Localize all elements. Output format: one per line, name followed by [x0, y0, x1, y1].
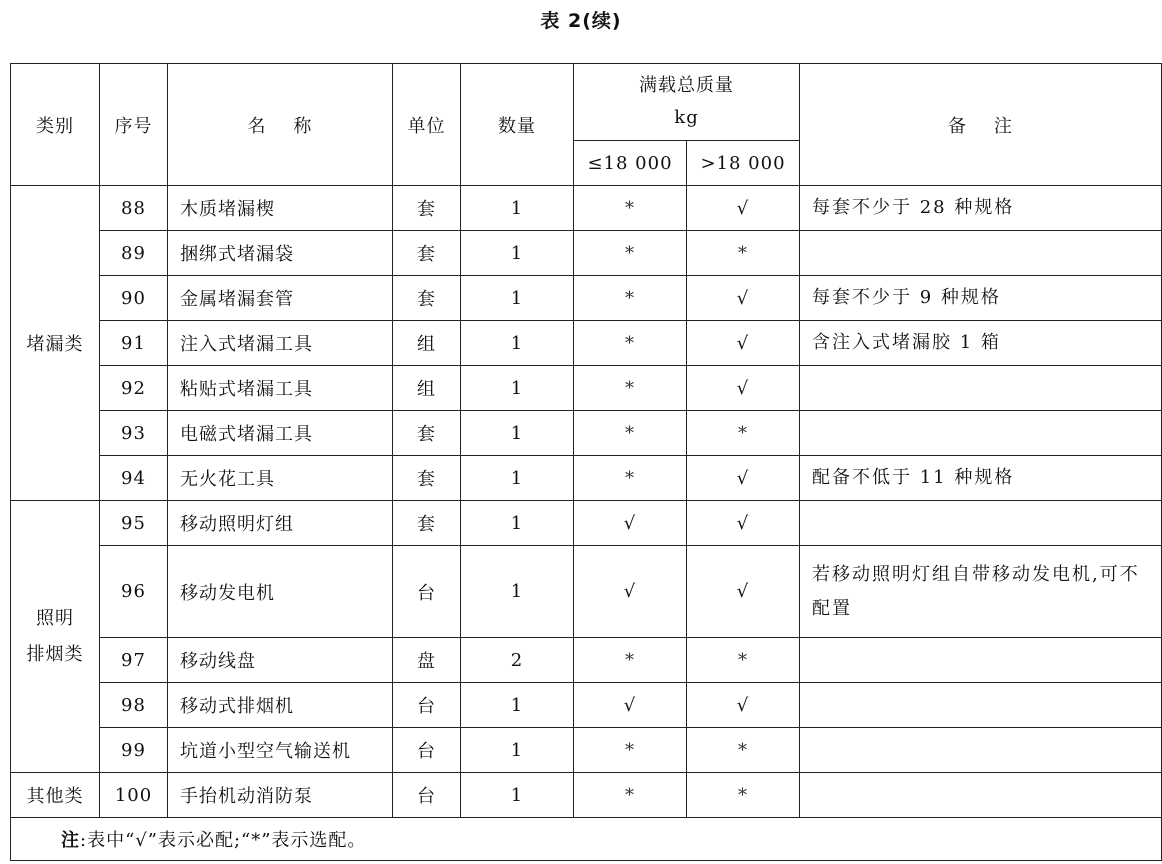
gt-cell: √: [687, 546, 800, 638]
qty-cell: 1: [461, 501, 574, 546]
unit-cell: 台: [393, 546, 461, 638]
le-cell: *: [574, 638, 687, 683]
qty-cell: 1: [461, 456, 574, 501]
gt-cell: *: [687, 773, 800, 818]
header-mass: [574, 64, 800, 141]
unit-cell: 组: [393, 321, 461, 366]
seq-cell: 92: [100, 366, 168, 411]
unit-cell: 台: [393, 773, 461, 818]
header-mass-title: 满载总质量: [639, 75, 734, 96]
remark-cell: [800, 411, 1162, 456]
remark-cell: [800, 728, 1162, 773]
name-cell: 电磁式堵漏工具: [168, 411, 393, 456]
note-row: [11, 818, 1162, 861]
seq-cell: 95: [100, 501, 168, 546]
note-text: :表中“√”表示必配;“*”表示选配。: [80, 830, 367, 851]
qty-cell: 1: [461, 728, 574, 773]
le-cell: *: [574, 728, 687, 773]
gt-cell: √: [687, 683, 800, 728]
unit-cell: 套: [393, 411, 461, 456]
unit-cell: 盘: [393, 638, 461, 683]
table-row: [11, 366, 1162, 411]
le-cell: *: [574, 411, 687, 456]
le-cell: *: [574, 366, 687, 411]
gt-cell: *: [687, 638, 800, 683]
header-mass-unit: kg: [674, 107, 699, 128]
table-row: [11, 321, 1162, 366]
qty-cell: 1: [461, 366, 574, 411]
name-cell: 木质堵漏楔: [168, 186, 393, 231]
remark-cell: 配备不低于 11 种规格: [800, 456, 1162, 501]
category-cell: 堵漏类: [11, 186, 100, 501]
qty-cell: 1: [461, 773, 574, 818]
name-cell: 移动式排烟机: [168, 683, 393, 728]
header-qty: 数量: [461, 64, 574, 186]
table-row: [11, 683, 1162, 728]
gt-cell: *: [687, 411, 800, 456]
name-cell: 捆绑式堵漏袋: [168, 231, 393, 276]
gt-cell: √: [687, 456, 800, 501]
qty-cell: 1: [461, 411, 574, 456]
table-row: [11, 501, 1162, 546]
remark-cell: [800, 638, 1162, 683]
unit-cell: 套: [393, 456, 461, 501]
name-cell: 移动发电机: [168, 546, 393, 638]
seq-cell: 97: [100, 638, 168, 683]
header-row-1: [11, 64, 1162, 141]
table-caption: 表 2(续): [540, 10, 622, 32]
note-label: 注: [61, 830, 80, 851]
unit-cell: 套: [393, 231, 461, 276]
category-cell: 照明 排烟类: [11, 501, 100, 773]
remark-cell: 每套不少于 28 种规格: [800, 186, 1162, 231]
remark-cell: 若移动照明灯组自带移动发电机,可不配置: [800, 546, 1162, 638]
qty-cell: 1: [461, 546, 574, 638]
qty-cell: 1: [461, 186, 574, 231]
seq-cell: 98: [100, 683, 168, 728]
category-cell: 其他类: [11, 773, 100, 818]
seq-cell: 96: [100, 546, 168, 638]
name-cell: 粘贴式堵漏工具: [168, 366, 393, 411]
remark-cell: [800, 683, 1162, 728]
le-cell: *: [574, 276, 687, 321]
table-row: [11, 773, 1162, 818]
table-row: [11, 276, 1162, 321]
le-cell: *: [574, 186, 687, 231]
unit-cell: 套: [393, 501, 461, 546]
gt-cell: √: [687, 366, 800, 411]
le-cell: √: [574, 501, 687, 546]
table-row: [11, 231, 1162, 276]
seq-cell: 90: [100, 276, 168, 321]
le-cell: *: [574, 773, 687, 818]
header-category: 类别: [11, 64, 100, 186]
seq-cell: 100: [100, 773, 168, 818]
seq-cell: 93: [100, 411, 168, 456]
name-cell: 注入式堵漏工具: [168, 321, 393, 366]
header-name: 名 称: [168, 64, 393, 186]
le-cell: *: [574, 231, 687, 276]
name-cell: 手抬机动消防泵: [168, 773, 393, 818]
table-row: [11, 546, 1162, 638]
qty-cell: 1: [461, 683, 574, 728]
qty-cell: 1: [461, 321, 574, 366]
table-note: [11, 818, 1162, 861]
qty-cell: 2: [461, 638, 574, 683]
header-remark: 备 注: [800, 64, 1162, 186]
unit-cell: 组: [393, 366, 461, 411]
header-mass-gt: >18 000: [687, 141, 800, 186]
name-cell: 坑道小型空气输送机: [168, 728, 393, 773]
gt-cell: √: [687, 276, 800, 321]
unit-cell: 台: [393, 683, 461, 728]
unit-cell: 套: [393, 186, 461, 231]
seq-cell: 88: [100, 186, 168, 231]
seq-cell: 89: [100, 231, 168, 276]
qty-cell: 1: [461, 231, 574, 276]
name-cell: 金属堵漏套管: [168, 276, 393, 321]
le-cell: √: [574, 546, 687, 638]
le-cell: *: [574, 456, 687, 501]
le-cell: *: [574, 321, 687, 366]
remark-cell: [800, 366, 1162, 411]
remark-cell: [800, 231, 1162, 276]
gt-cell: *: [687, 231, 800, 276]
table-row: [11, 728, 1162, 773]
remark-cell: [800, 501, 1162, 546]
table-row: [11, 456, 1162, 501]
table-row: [11, 186, 1162, 231]
remark-cell: [800, 773, 1162, 818]
gt-cell: √: [687, 321, 800, 366]
header-unit: 单位: [393, 64, 461, 186]
unit-cell: 台: [393, 728, 461, 773]
remark-cell: 含注入式堵漏胶 1 箱: [800, 321, 1162, 366]
remark-cell: 每套不少于 9 种规格: [800, 276, 1162, 321]
seq-cell: 99: [100, 728, 168, 773]
gt-cell: *: [687, 728, 800, 773]
header-mass-le: ≤18 000: [574, 141, 687, 186]
unit-cell: 套: [393, 276, 461, 321]
gt-cell: √: [687, 501, 800, 546]
header-seq: 序号: [100, 64, 168, 186]
table-row: [11, 638, 1162, 683]
name-cell: 移动照明灯组: [168, 501, 393, 546]
seq-cell: 91: [100, 321, 168, 366]
qty-cell: 1: [461, 276, 574, 321]
table-row: [11, 411, 1162, 456]
name-cell: 移动线盘: [168, 638, 393, 683]
le-cell: √: [574, 683, 687, 728]
equipment-table: [10, 63, 1162, 861]
seq-cell: 94: [100, 456, 168, 501]
gt-cell: √: [687, 186, 800, 231]
name-cell: 无火花工具: [168, 456, 393, 501]
